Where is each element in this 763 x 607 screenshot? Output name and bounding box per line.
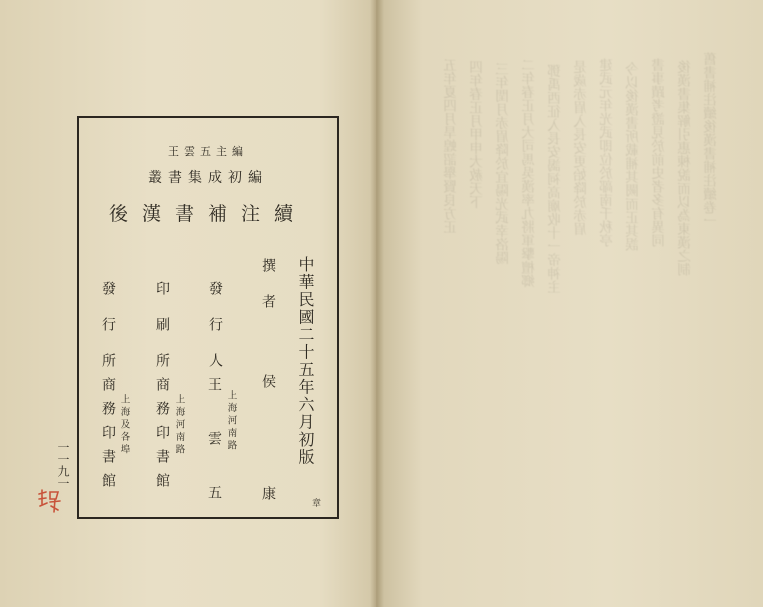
bleed-through-column: 是歲赤眉入長安更始降於赤眉 (574, 60, 590, 236)
bleed-through-column: 舊書補注續後漢書補注續卷一 (704, 52, 720, 228)
bleed-through-column: 四年春正月甲申大赦天下 (470, 60, 486, 209)
role-publisher: 發行人 (207, 281, 223, 389)
publisher-address: 上海河南路 (225, 390, 237, 453)
bleed-through-column: 今以後漢書所載補其闕而正其誤 (626, 62, 642, 251)
bleed-through-text (376, 0, 763, 607)
distributor-address: 上海及各埠 (118, 394, 130, 457)
page-number: 一一九一 (56, 441, 70, 489)
author-name: 侯康 (260, 374, 276, 598)
printer-address: 上海河南路 (173, 394, 185, 457)
bleed-through-column: 鄧禹西征入長安謁祠高廟收十一帝神主 (548, 64, 564, 294)
book-spine-shadow (370, 0, 384, 607)
bleed-through-column: 二年春正月大司馬吳漢率九將軍擊檀鄉 (522, 58, 538, 288)
role-author: 撰者 (260, 258, 276, 330)
colophon-box (77, 116, 339, 598)
bleed-through-column: 建武元年光武即位於鄗南千秋亭 (600, 58, 616, 247)
book-title: 後漢書補注續 (108, 203, 307, 225)
bleed-through-column: 五年夏四月旱蝗詔舉賢良方正 (444, 58, 460, 234)
role-distributor: 發行所 (100, 281, 116, 389)
handwritten-mark (36, 486, 64, 514)
publisher-name: 王雲五 (206, 377, 222, 539)
role-printer: 印刷所 (154, 281, 170, 389)
printer-name: 商務印書館 (154, 377, 170, 497)
bleed-through-column: 後漢書集解引惠棟說而以為東漢之制 (678, 60, 694, 276)
distributor-name: 商務印書館 (100, 377, 116, 497)
series-editor: 王雲五主編 (168, 145, 248, 158)
seal-mark: 章 (312, 499, 322, 509)
bleed-through-column: 書事蹟考證見於前史者多有異同 (652, 58, 668, 247)
series-name: 叢書集成初編 (148, 170, 268, 186)
right-page (376, 0, 763, 607)
bleed-through-column: 三年閏月赤眉降於宜陽光武幸洛陽 (496, 62, 512, 265)
publication-date: 中華民國二十五年六月初版 (296, 256, 315, 466)
